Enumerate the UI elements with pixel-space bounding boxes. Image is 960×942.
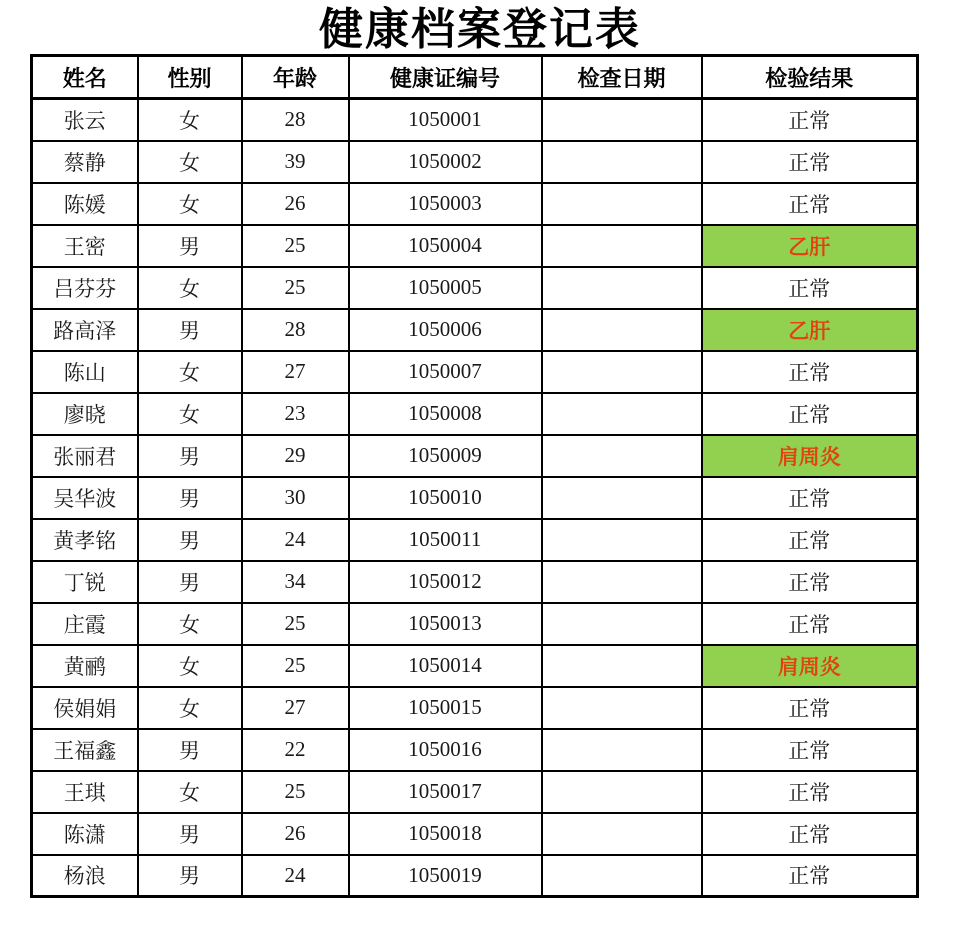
cell-cert-number: 1050013 [349,603,542,645]
cell-check-date [542,99,702,141]
cell-result: 正常 [702,519,918,561]
cell-name: 黄鹂 [32,645,138,687]
cell-age: 28 [242,309,349,351]
table-row [32,393,918,435]
cell-cert-number: 1050004 [349,225,542,267]
cell-result: 正常 [702,561,918,603]
cell-result: 正常 [702,393,918,435]
cell-age: 25 [242,771,349,813]
cell-gender: 女 [138,393,242,435]
cell-gender: 女 [138,645,242,687]
table-row [32,813,918,855]
cell-age: 22 [242,729,349,771]
cell-name: 陈山 [32,351,138,393]
cell-name: 王琪 [32,771,138,813]
cell-name: 吕芬芬 [32,267,138,309]
cell-name: 路高泽 [32,309,138,351]
cell-age: 28 [242,99,349,141]
table-row [32,687,918,729]
cell-result: 正常 [702,813,918,855]
table-row [32,645,918,687]
table-row [32,855,918,897]
cell-age: 25 [242,645,349,687]
cell-name: 庄霞 [32,603,138,645]
table-header-row [32,56,918,99]
cell-result: 正常 [702,729,918,771]
cell-age: 24 [242,519,349,561]
cell-cert-number: 1050007 [349,351,542,393]
cell-result: 正常 [702,603,918,645]
cell-age: 30 [242,477,349,519]
cell-check-date [542,183,702,225]
cell-cert-number: 1050019 [349,855,542,897]
cell-result: 乙肝 [702,225,918,267]
header-name: 姓名 [32,56,138,99]
health-record-table [30,54,919,898]
table-row [32,309,918,351]
cell-age: 26 [242,183,349,225]
cell-result: 乙肝 [702,309,918,351]
cell-age: 25 [242,603,349,645]
cell-name: 张丽君 [32,435,138,477]
cell-cert-number: 1050011 [349,519,542,561]
cell-check-date [542,225,702,267]
page-title: 健康档案登记表 [319,5,641,54]
cell-name: 蔡静 [32,141,138,183]
table-row [32,771,918,813]
cell-check-date [542,519,702,561]
cell-cert-number: 1050016 [349,729,542,771]
cell-age: 34 [242,561,349,603]
cell-gender: 女 [138,351,242,393]
cell-gender: 女 [138,771,242,813]
cell-cert-number: 1050002 [349,141,542,183]
table-row [32,435,918,477]
cell-cert-number: 1050003 [349,183,542,225]
cell-cert-number: 1050010 [349,477,542,519]
cell-result: 正常 [702,687,918,729]
cell-result: 肩周炎 [702,645,918,687]
cell-gender: 女 [138,687,242,729]
cell-name: 吴华波 [32,477,138,519]
header-result: 检验结果 [702,56,918,99]
cell-gender: 男 [138,855,242,897]
cell-check-date [542,855,702,897]
cell-gender: 男 [138,477,242,519]
table-row [32,141,918,183]
cell-cert-number: 1050014 [349,645,542,687]
cell-name: 王福鑫 [32,729,138,771]
cell-cert-number: 1050008 [349,393,542,435]
cell-check-date [542,351,702,393]
cell-check-date [542,771,702,813]
table-row [32,729,918,771]
cell-age: 27 [242,687,349,729]
cell-check-date [542,645,702,687]
cell-name: 丁锐 [32,561,138,603]
cell-name: 侯娟娟 [32,687,138,729]
table-body [32,99,918,897]
table-row [32,267,918,309]
cell-result: 正常 [702,183,918,225]
cell-cert-number: 1050001 [349,99,542,141]
cell-result: 肩周炎 [702,435,918,477]
cell-name: 陈潇 [32,813,138,855]
cell-cert-number: 1050006 [349,309,542,351]
table-row [32,225,918,267]
header-check-date: 检查日期 [542,56,702,99]
cell-result: 正常 [702,477,918,519]
cell-cert-number: 1050009 [349,435,542,477]
cell-age: 27 [242,351,349,393]
cell-gender: 女 [138,267,242,309]
cell-gender: 女 [138,99,242,141]
cell-gender: 男 [138,225,242,267]
cell-result: 正常 [702,855,918,897]
cell-result: 正常 [702,141,918,183]
cell-check-date [542,561,702,603]
cell-cert-number: 1050015 [349,687,542,729]
table-row [32,99,918,141]
cell-check-date [542,729,702,771]
cell-check-date [542,435,702,477]
cell-gender: 男 [138,813,242,855]
cell-result: 正常 [702,351,918,393]
cell-age: 39 [242,141,349,183]
cell-check-date [542,687,702,729]
cell-gender: 男 [138,309,242,351]
cell-age: 23 [242,393,349,435]
cell-gender: 女 [138,183,242,225]
cell-age: 25 [242,225,349,267]
header-age: 年龄 [242,56,349,99]
cell-check-date [542,477,702,519]
cell-gender: 男 [138,729,242,771]
cell-result: 正常 [702,267,918,309]
cell-age: 26 [242,813,349,855]
cell-name: 黄孝铭 [32,519,138,561]
cell-gender: 女 [138,603,242,645]
cell-check-date [542,813,702,855]
cell-gender: 女 [138,141,242,183]
table-row [32,561,918,603]
table-row [32,477,918,519]
cell-check-date [542,393,702,435]
cell-check-date [542,267,702,309]
cell-name: 廖晓 [32,393,138,435]
cell-age: 29 [242,435,349,477]
cell-cert-number: 1050018 [349,813,542,855]
table-row [32,351,918,393]
cell-cert-number: 1050012 [349,561,542,603]
cell-name: 王密 [32,225,138,267]
cell-result: 正常 [702,771,918,813]
table-row [32,183,918,225]
cell-check-date [542,603,702,645]
table-row [32,603,918,645]
cell-cert-number: 1050005 [349,267,542,309]
cell-name: 杨浪 [32,855,138,897]
cell-name: 陈媛 [32,183,138,225]
header-gender: 性别 [138,56,242,99]
cell-gender: 男 [138,519,242,561]
table-row [32,519,918,561]
cell-name: 张云 [32,99,138,141]
cell-result: 正常 [702,99,918,141]
header-cert-number: 健康证编号 [349,56,542,99]
cell-age: 25 [242,267,349,309]
cell-age: 24 [242,855,349,897]
cell-check-date [542,309,702,351]
cell-gender: 男 [138,561,242,603]
cell-check-date [542,141,702,183]
cell-cert-number: 1050017 [349,771,542,813]
cell-gender: 男 [138,435,242,477]
